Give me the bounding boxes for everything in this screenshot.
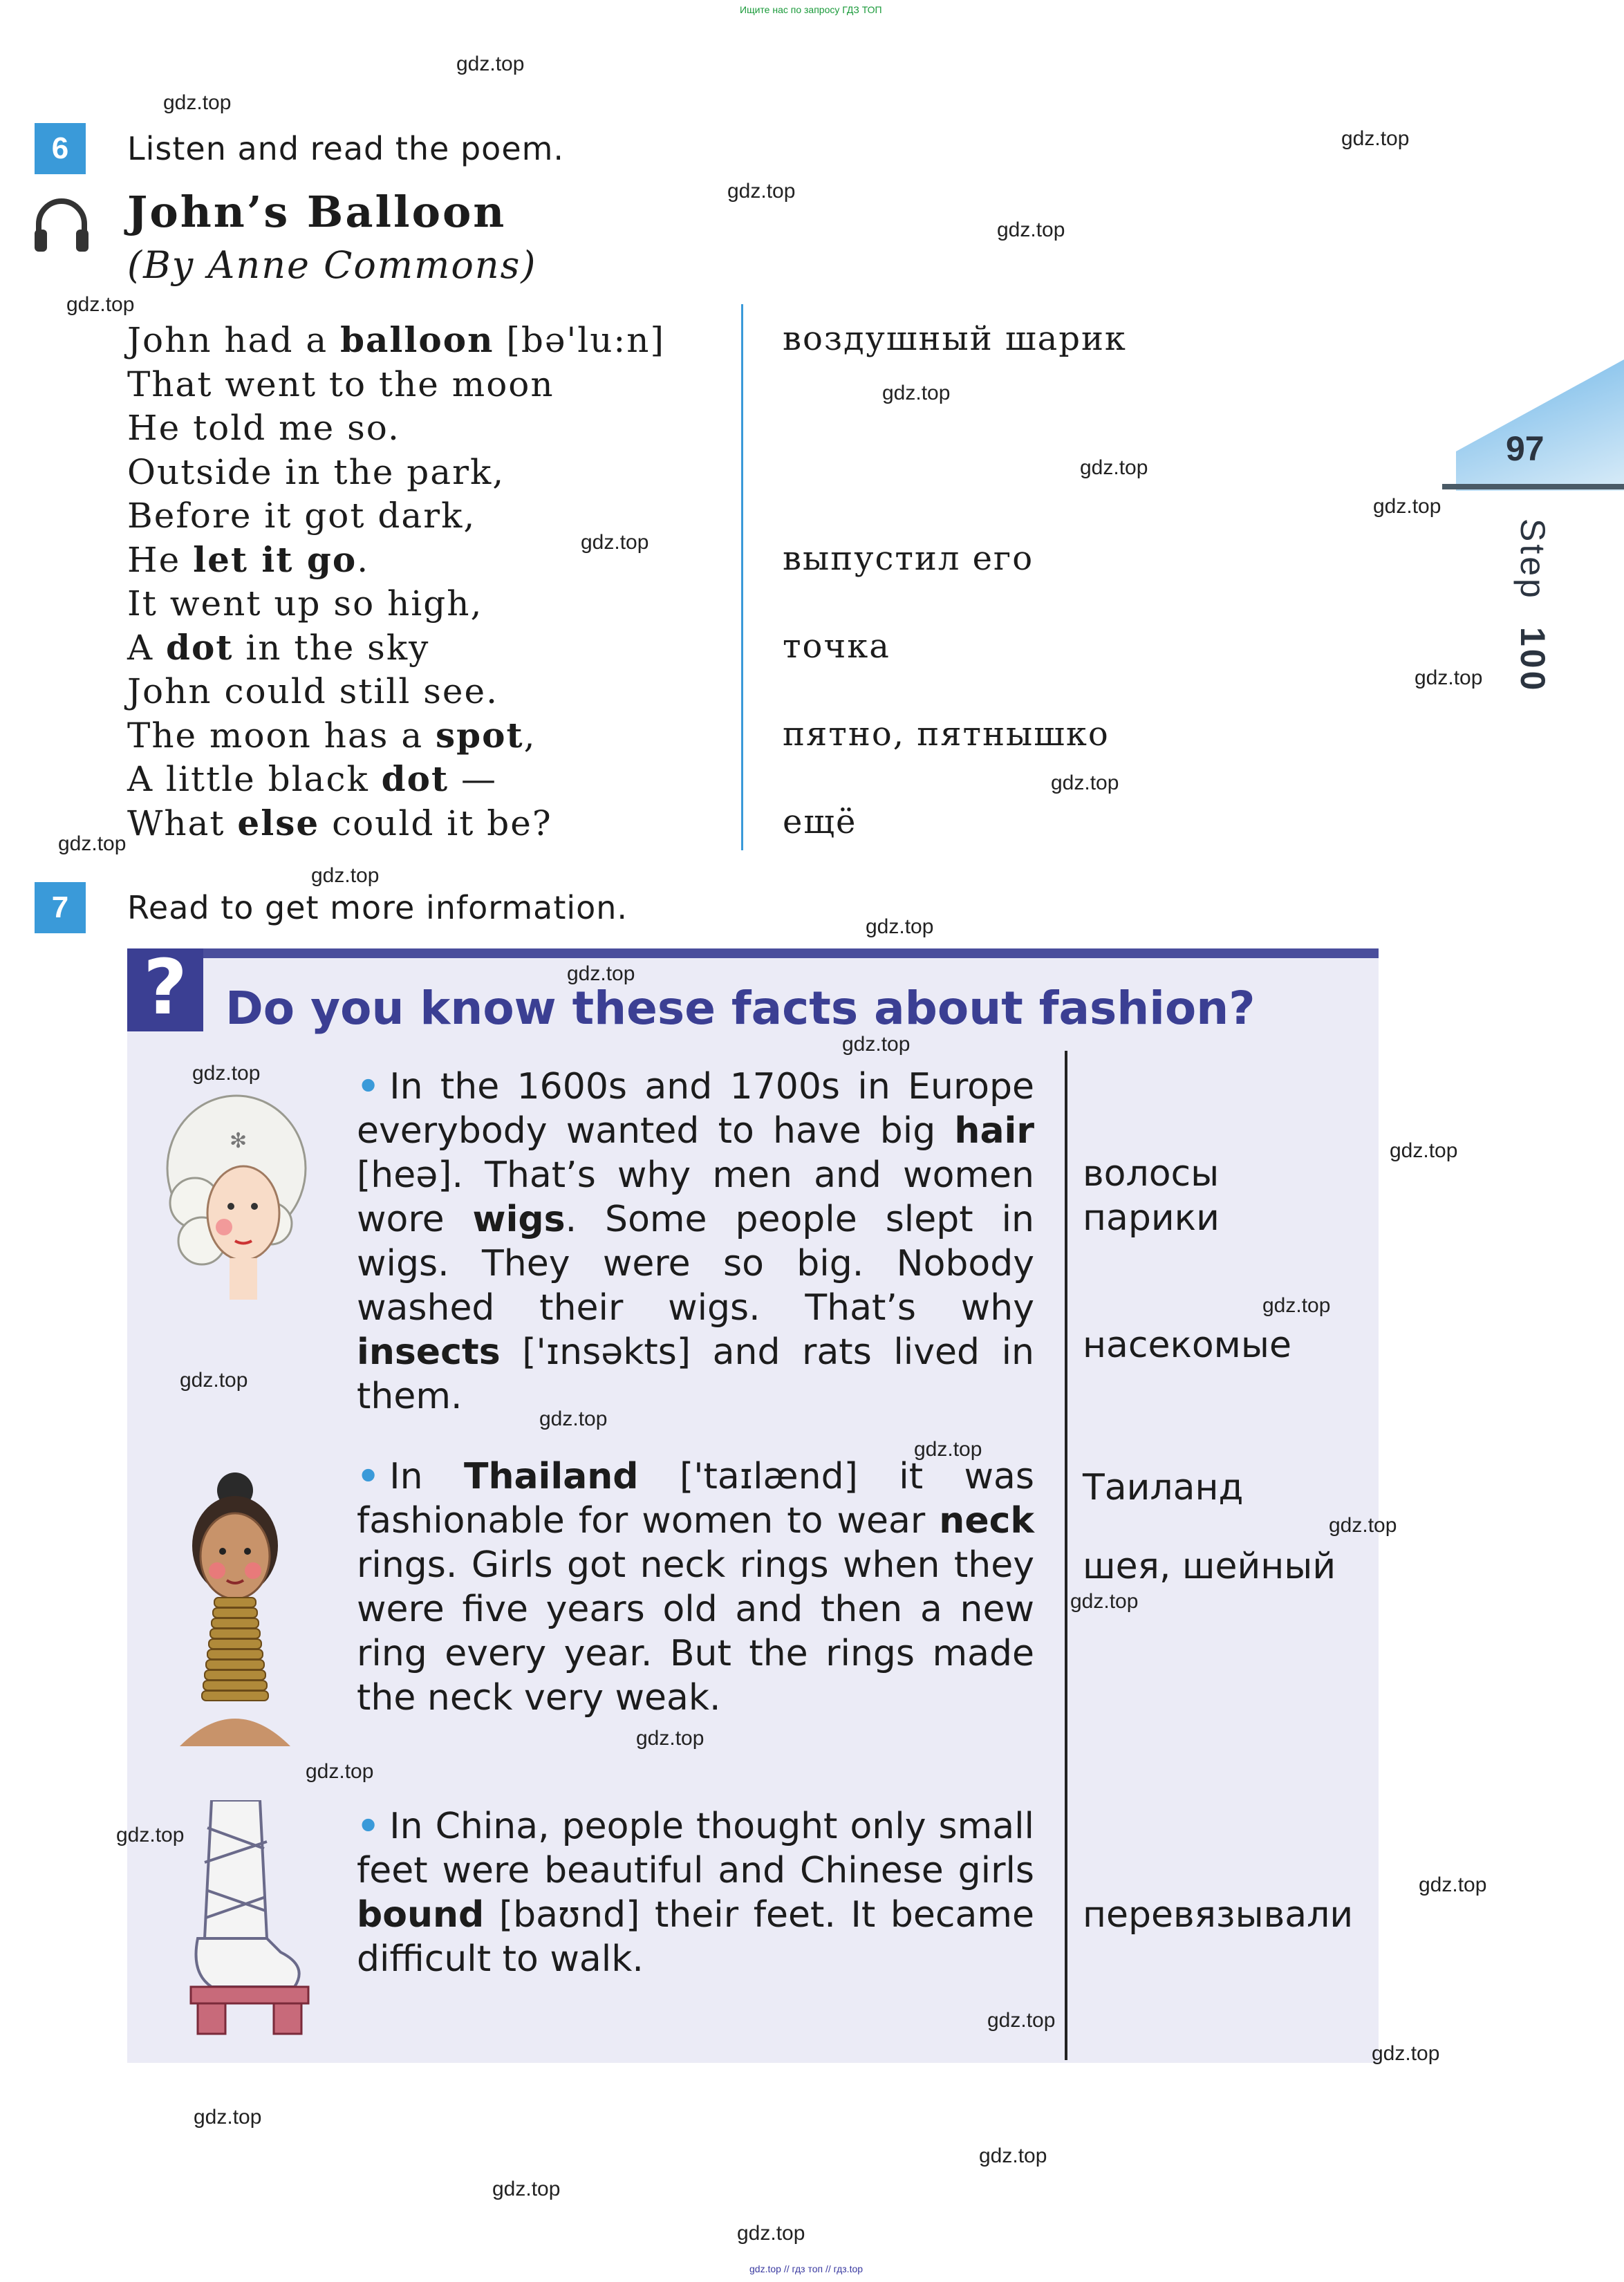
watermark-text: gdz.top xyxy=(194,2106,262,2129)
fact-thailand xyxy=(357,1455,1034,1720)
poem-line-text-end: — xyxy=(449,759,497,799)
gloss-wigs: парики xyxy=(1083,1197,1220,1239)
poem-line-keyword: balloon xyxy=(340,319,494,360)
poem-line-text: What xyxy=(127,803,238,843)
poem-line-keyword: dot xyxy=(166,626,234,668)
watermark-text: gdz.top xyxy=(567,962,635,985)
poem-line-text: He xyxy=(127,539,194,580)
svg-text:✻: ✻ xyxy=(230,1130,248,1152)
poem-line-keyword: dot xyxy=(381,758,449,799)
watermark-text: gdz.top xyxy=(1390,1139,1458,1162)
page-number: 97 xyxy=(1506,429,1544,468)
poem-gloss: пятно, пятнышко xyxy=(783,714,1110,754)
watermark-text: gdz.top xyxy=(1051,771,1119,794)
poem-gloss: точка xyxy=(783,626,890,666)
poem-line-text: A xyxy=(127,627,167,668)
poem-line-keyword: spot xyxy=(436,714,524,756)
fact-hair-keyword-insects: insects xyxy=(357,1331,501,1373)
poem-divider xyxy=(741,304,743,850)
watermark-text: gdz.top xyxy=(581,531,649,554)
poem-line-keyword: let it go xyxy=(193,539,357,580)
poem-line-text-end: [bə'lu:n] xyxy=(494,320,665,360)
bound-feet-illustration xyxy=(163,1800,315,2035)
watermark-text: gdz.top xyxy=(456,53,525,75)
poem-line xyxy=(127,715,536,756)
question-badge: ? xyxy=(127,948,203,1031)
fashion-box-title: Do you know these facts about fashion? xyxy=(225,982,1256,1035)
fact-hair-keyword-hair: hair xyxy=(954,1110,1034,1152)
watermark-text: gdz.top xyxy=(987,2009,1056,2032)
gloss-bound: перевязывали xyxy=(1083,1894,1354,1936)
watermark-text: gdz.top xyxy=(1329,1514,1397,1537)
watermark-text: gdz.top xyxy=(914,1438,982,1461)
watermark-text: gdz.top xyxy=(997,218,1065,241)
poem-line-text-end: . xyxy=(357,539,370,580)
watermark-text: gdz.top xyxy=(1080,456,1148,479)
fact-hair-text-d: ['ɪnsəkts] and rats lived in them. xyxy=(357,1331,1034,1417)
watermark-text: gdz.top xyxy=(116,1824,185,1846)
poem-line xyxy=(127,671,498,711)
top-notice: Ищите нас по запросу ГДЗ ТОП xyxy=(740,4,882,15)
poem-line xyxy=(127,803,552,843)
bullet-icon: • xyxy=(357,1806,380,1847)
fact-thailand-text-b: ['taɪlænd] it was fashionable for women to wear xyxy=(357,1456,1035,1542)
page-corner-shape xyxy=(1456,359,1624,491)
step-number: 100 xyxy=(1513,626,1552,693)
fact-china-text-a: In China, people thought only small feet were beautiful and Chinese girls xyxy=(357,1806,1034,1891)
fact-hair-text-b: [heə]. That’s why men and women wore xyxy=(357,1154,1034,1240)
watermark-text: gdz.top xyxy=(163,91,232,114)
poem-line-text: The moon has a xyxy=(127,715,436,756)
watermark-text: gdz.top xyxy=(180,1369,248,1392)
page-number-rule xyxy=(1442,484,1624,489)
poem-line-text: That went to the moon xyxy=(127,364,554,404)
exercise-7-instruction: Read to get more information. xyxy=(127,889,628,926)
watermark-text: gdz.top xyxy=(311,864,380,887)
poem-line xyxy=(127,583,483,624)
gloss-neck: шея, шейный xyxy=(1083,1546,1336,1587)
watermark-text: gdz.top xyxy=(66,293,135,316)
fact-hair-text-a: In the 1600s and 1700s in Europe everybody wanted to have big xyxy=(357,1066,1034,1152)
fact-thailand-text-a: In xyxy=(389,1456,464,1497)
exercise-6-instruction: Listen and read the poem. xyxy=(127,130,565,167)
gloss-thailand: Таиланд xyxy=(1083,1467,1244,1508)
watermark-text: gdz.top xyxy=(1419,1873,1487,1896)
bullet-icon: • xyxy=(357,1456,380,1497)
watermark-text: gdz.top xyxy=(306,1760,374,1783)
poem-author: (By Anne Commons) xyxy=(127,243,537,287)
gloss-insects: насекомые xyxy=(1083,1325,1291,1366)
watermark-text: gdz.top xyxy=(539,1407,608,1430)
watermark-text: gdz.top xyxy=(58,832,127,855)
poem-line-keyword: else xyxy=(237,802,320,843)
watermark-text: gdz.top xyxy=(1262,1294,1331,1317)
poem-line-text: Outside in the park, xyxy=(127,451,505,492)
fact-thailand-text-c: rings. Girls got neck rings when they were five years old and then a new ring every year. But the rings made the neck very weak. xyxy=(357,1544,1034,1719)
fashion-box-top-bar xyxy=(127,948,1379,958)
poem-line xyxy=(127,758,497,799)
bullet-icon: • xyxy=(357,1066,380,1107)
watermark-text: gdz.top xyxy=(1070,1590,1139,1613)
bottom-notice: gdz.top // гдз топ // гдз.top xyxy=(749,2263,864,2274)
poem-line xyxy=(127,627,429,668)
fact-china-text-b: [baʊnd] their feet. It became difficult to walk. xyxy=(357,1894,1034,1980)
fashion-box-divider xyxy=(1065,1051,1067,2060)
headphones-icon[interactable] xyxy=(30,194,93,256)
exercise-6-badge: 6 xyxy=(35,123,86,174)
poem-title: John’s Balloon xyxy=(127,187,507,237)
fact-china-keyword-bound: bound xyxy=(357,1894,485,1936)
step-label xyxy=(1513,518,1553,693)
fact-hair-keyword-wigs: wigs xyxy=(472,1199,566,1240)
poem-gloss: ещё xyxy=(783,802,857,841)
poem-line-text: John could still see. xyxy=(127,671,498,711)
fact-thailand-keyword-thailand: Thailand xyxy=(463,1456,639,1497)
fact-hair xyxy=(357,1065,1034,1419)
poem-line-text: A little black xyxy=(127,759,382,799)
watermark-text: gdz.top xyxy=(636,1727,704,1750)
fact-thailand-keyword-neck: neck xyxy=(939,1500,1034,1542)
poem-line-text-end: could it be? xyxy=(319,803,552,843)
gloss-hair: волосы xyxy=(1083,1153,1220,1195)
watermark-text: gdz.top xyxy=(192,1062,261,1085)
poem-line-text: John had a xyxy=(127,320,341,360)
watermark-text: gdz.top xyxy=(1373,495,1441,518)
fact-hair-text-c: . Some people slept in wigs. They were so big. Nobody washed their wigs. That’s why xyxy=(357,1199,1034,1329)
poem-line xyxy=(127,539,369,580)
poem-line xyxy=(127,364,554,404)
fact-china xyxy=(357,1804,1034,1981)
poem-line-text: It went up so high, xyxy=(127,583,483,624)
neck-rings-illustration xyxy=(166,1470,304,1746)
watermark-text: gdz.top xyxy=(866,915,934,938)
watermark-text: gdz.top xyxy=(727,180,796,203)
poem-line xyxy=(127,319,665,360)
watermark-text: gdz.top xyxy=(979,2144,1047,2167)
watermark-text: gdz.top xyxy=(492,2178,561,2200)
watermark-text: gdz.top xyxy=(1372,2042,1440,2065)
poem-line xyxy=(127,495,476,536)
poem-line xyxy=(127,451,505,492)
poem-line xyxy=(127,407,400,448)
exercise-7-badge: 7 xyxy=(35,882,86,933)
poem-line-text: He told me so. xyxy=(127,408,400,448)
poem-gloss: воздушный шарик xyxy=(783,319,1127,358)
poem-line-text: Before it got dark, xyxy=(127,496,476,536)
watermark-text: gdz.top xyxy=(737,2222,805,2245)
poem-line-text-end: in the sky xyxy=(233,627,430,668)
watermark-text: gdz.top xyxy=(1341,127,1410,150)
watermark-text: gdz.top xyxy=(882,382,951,404)
step-word: Step xyxy=(1513,518,1552,601)
wig-lady-illustration xyxy=(153,1092,319,1313)
poem-gloss: выпустил его xyxy=(783,539,1034,578)
poem-line-text-end: , xyxy=(523,715,536,756)
watermark-text: gdz.top xyxy=(1415,666,1483,689)
watermark-text: gdz.top xyxy=(842,1033,911,1056)
